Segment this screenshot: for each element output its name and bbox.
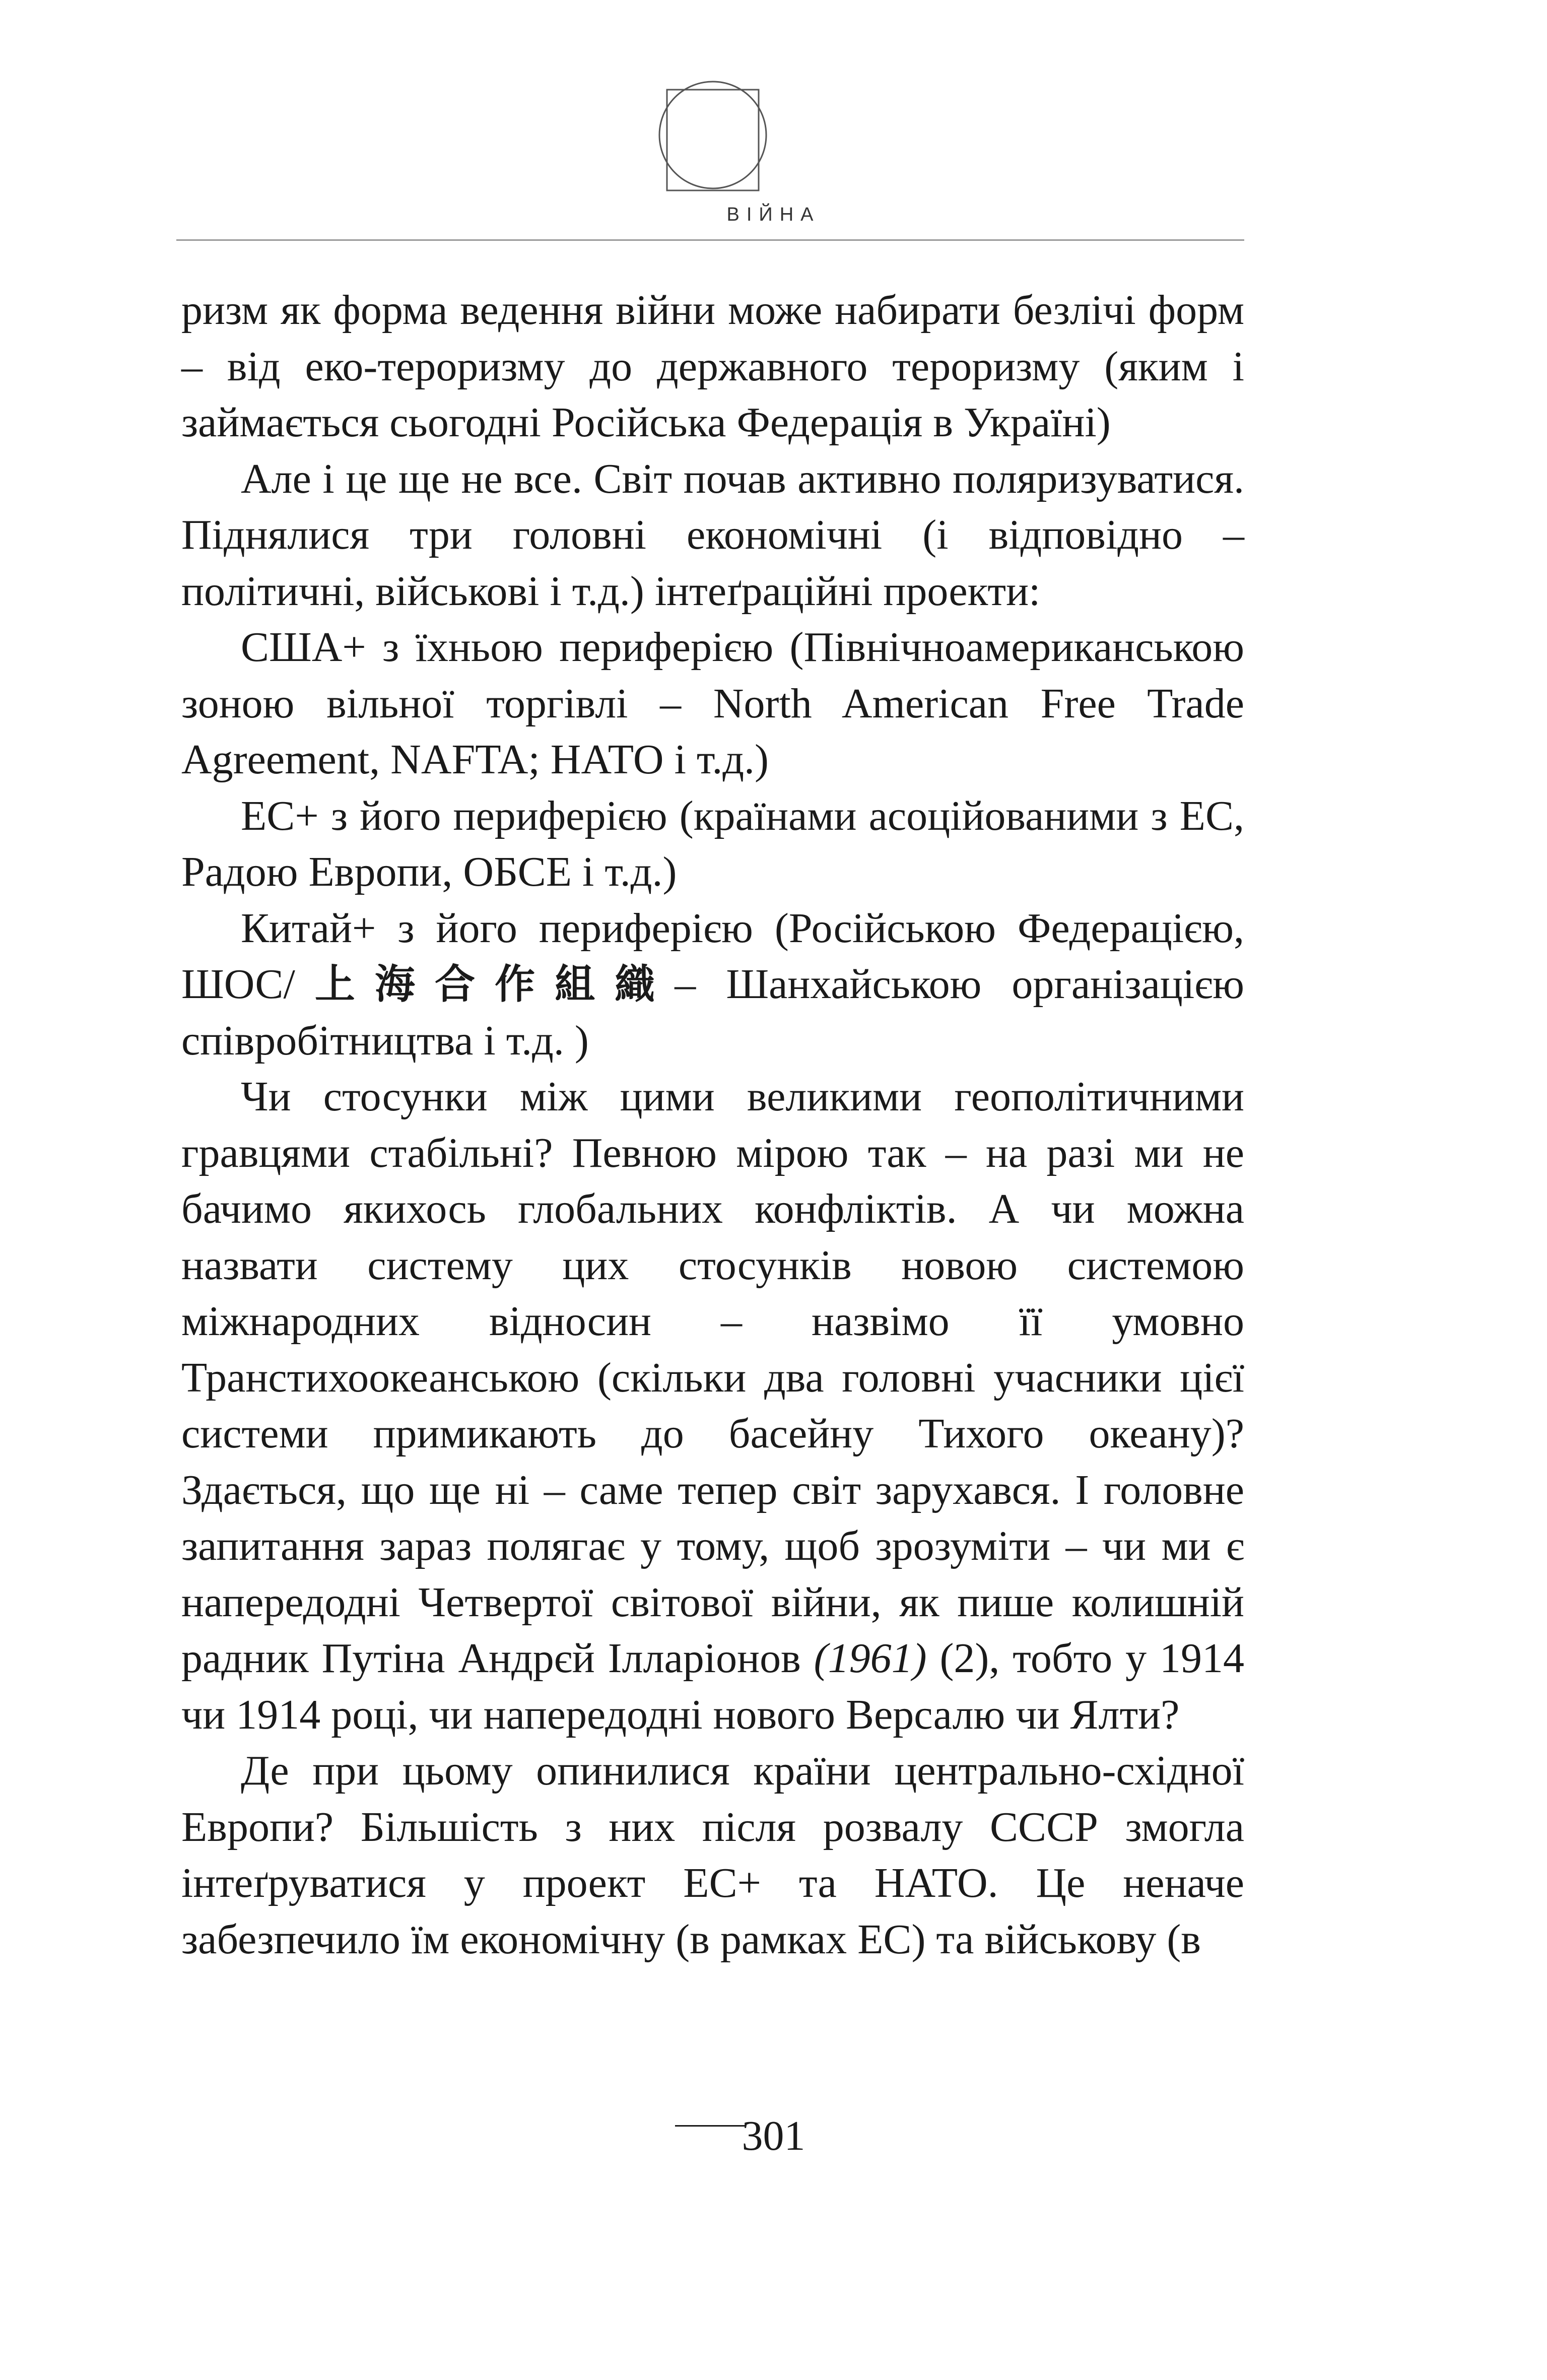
page-number: 301: [742, 2112, 805, 2159]
sco-chinese-name: 上海合作組織: [295, 961, 675, 1008]
paragraph-4: ЕС+ з його периферією (країнами асоційованими з ЕС, Радою Европи, ОБСЕ і т.д.): [181, 792, 1244, 895]
paragraph-7: Де при цьому опинилися країни центрально-східної Европи? Більшість з них після розвалу СССР змогла інтеґруватися у проект ЕС+ та НАТО. Це неначе забезпечило їм економічну (в рамках ЕС) та військову (в: [181, 1747, 1244, 1963]
paragraph-1: ризм як форма ведення війни може набирати безлічі форм – від еко-тероризму до державного тероризму (яким і займається сьогодні Російська Федерація в Україні): [181, 287, 1244, 446]
circle-square-emblem-icon: [650, 76, 776, 202]
paragraph-3: США+ з їхньою периферією (Північноамериканською зоною вільної торгівлі – North American Free Trade Agreement, NAFTA; НАТО і т.д.): [181, 624, 1244, 783]
header-rule: [176, 239, 1244, 241]
running-head: ВІЙНА: [726, 204, 821, 225]
paragraph-2: Але і це ще не все. Світ почав активно поляризуватися. Піднялися три головні економічні (і відповідно – політичні, військові і т.д.) інтеґраційні проекти:: [181, 455, 1244, 615]
paragraph-5-text-after: – Шанхайською організацією співробітництва і т.д. ): [181, 961, 1245, 1064]
birth-year-italic: (1961): [814, 1635, 927, 1682]
paragraph-5: [181, 900, 1244, 1069]
body-text: [181, 282, 1244, 1967]
paragraph-5-text-before: Китай+ з його периферією (Російською Федерацією, ШОС/: [181, 904, 1244, 1008]
paragraph-6: [181, 1069, 1244, 1743]
paragraph-6-text-before: Чи стосунки між цими великими геополітичними гравцями стабільні? Певною мірою так – на разі ми не бачимо якихось глобальних конфліктів. А чи можна назвати систему цих стосунків новою системою міжнародних відносин – назвімо її умовно Транстихоокеанською (скільки два головні учасники цієї системи примикають до басейну Тихого океану)? Здається, що ще ні – саме тепер світ зарухався. І головне запитання зараз полягає у тому, щоб зрозуміти – чи ми є напередодні Четвертої світової війни, як пише колишній радник Путіна Андрєй Ілларіонов: [181, 1073, 1244, 1682]
paragraph-6-text-after: (2), тобто у 1914 чи 1914 році, чи напередодні нового Версалю чи Ялти?: [181, 1635, 1244, 1738]
